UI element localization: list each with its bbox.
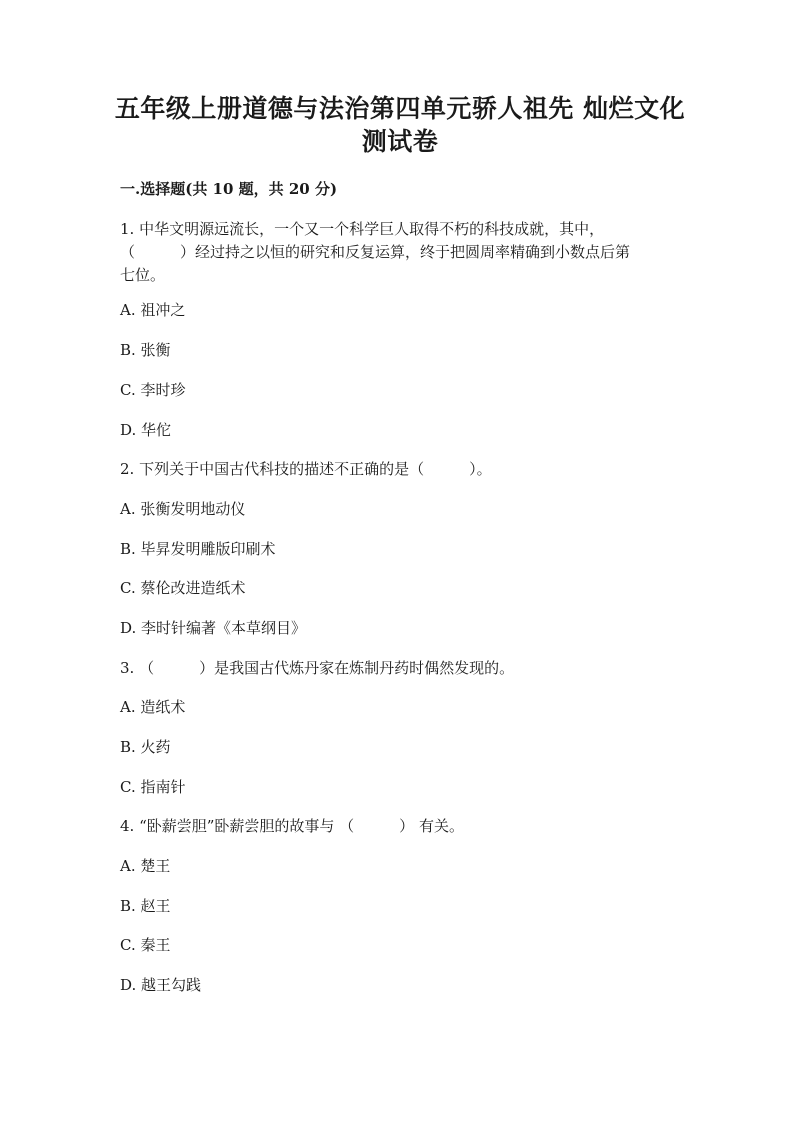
question-1-option-d: D. 华佗 (120, 421, 172, 439)
question-2-option-d: D. 李时针编著《本草纲目》 (120, 619, 307, 637)
question-4-option-c: C. 秦王 (120, 936, 171, 954)
title-line-1: 五年级上册道德与法治第四单元骄人祖先 灿烂文化 (114, 94, 686, 123)
question-3-option-a: A. 造纸术 (120, 698, 186, 716)
question-1-option-b: B. 张衡 (120, 341, 171, 359)
question-4-option-d: D. 越王勾践 (120, 976, 202, 994)
question-1-stem-line-1: 1. 中华文明源远流长，一个又一个科学巨人取得不朽的科技成就，其中， (120, 220, 605, 238)
question-2-option-b: B. 毕昇发明雕版印刷术 (120, 540, 276, 558)
question-1-option-c: C. 李时珍 (120, 381, 186, 399)
question-3-stem: 3. （ ）是我国古代炼丹家在炼制丹药时偶然发现的。 (120, 659, 515, 677)
question-1-option-a: A. 祖冲之 (120, 301, 186, 319)
page-title (100, 92, 700, 158)
question-3-option-b: B. 火药 (120, 738, 171, 756)
question-3-option-c: C. 指南针 (120, 778, 186, 796)
question-2-option-a: A. 张衡发明地动仪 (120, 500, 246, 518)
question-1-stem-line-2: （ ）经过持之以恒的研究和反复运算，终于把圆周率精确到小数点后第 (120, 243, 631, 261)
question-1-stem-line-3: 七位。 (120, 266, 166, 284)
question-4-option-a: A. 楚王 (120, 857, 171, 875)
question-4-option-b: B. 赵王 (120, 897, 171, 915)
question-2-stem: 2. 下列关于中国古代科技的描述不正确的是（ ）。 (120, 460, 492, 478)
section-heading: 一.选择题(共 10 题，共 20 分) (120, 180, 338, 198)
question-4-stem: 4. “卧薪尝胆”卧薪尝胆的故事与 （ ） 有关。 (120, 817, 464, 835)
question-2-option-c: C. 蔡伦改进造纸术 (120, 579, 246, 597)
title-line-2: 测试卷 (361, 127, 439, 156)
